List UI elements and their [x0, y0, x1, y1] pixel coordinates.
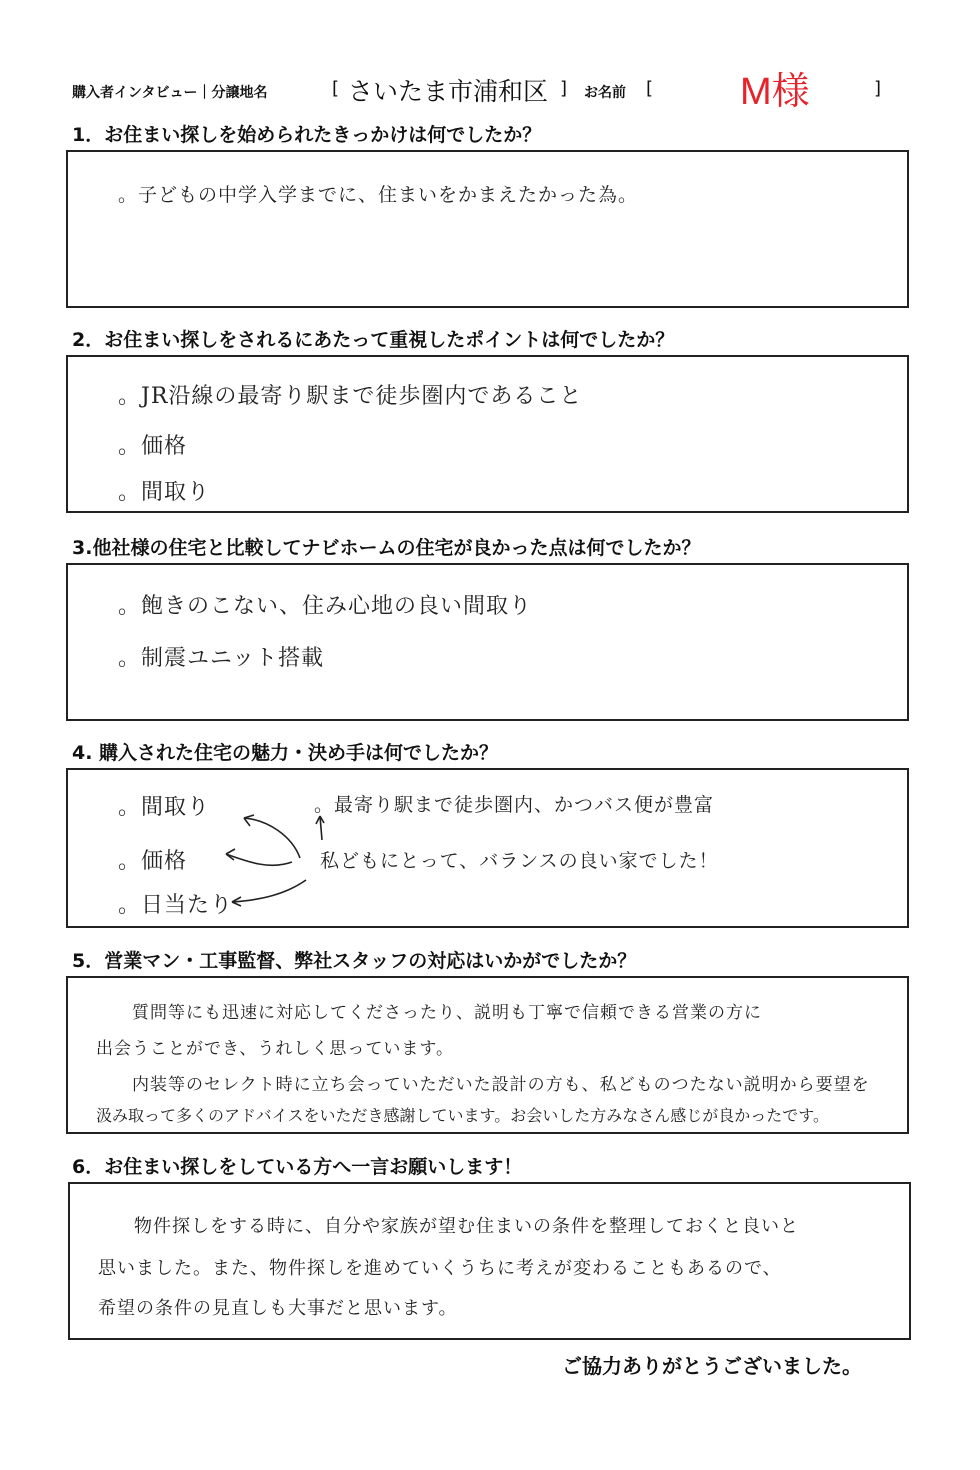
bracket-close: ] [874, 78, 882, 99]
answer-text: 。価格 [118, 434, 188, 459]
bracket-open: [ [646, 78, 654, 99]
answer-text: 私どもにとって、バランスの良い家でした！ [320, 850, 719, 872]
answer-text: 。子どもの中学入学までに、住まいをかまえたかった為。 [118, 184, 639, 206]
answer-text: 思いました。また、物件探しを進めていくうちに考えが変わることもあるので、 [98, 1258, 782, 1279]
answer-text: 。価格 [118, 849, 188, 874]
answer-text: 。間取り [118, 795, 211, 820]
header-title: 購入者インタビュー｜分譲地名 [72, 85, 268, 101]
customer-name: M様 [740, 71, 810, 113]
answer-text: 物件探しをする時に、自分や家族が望む住まいの条件を整理しておくと良いと [134, 1216, 799, 1237]
name-label: お名前 [584, 85, 626, 101]
question-2: 2．お住まい探しをされるにあたって重視したポイントは何でしたか？ [72, 329, 675, 351]
bracket-close: ] [560, 78, 568, 99]
area-name: さいたま市浦和区 [348, 77, 549, 106]
answer-text: 出会うことができ、うれしく思っています。 [96, 1039, 454, 1059]
thanks-message: ご協力ありがとうございました。 [562, 1354, 862, 1378]
answer-text: 。飽きのこない、住み心地の良い間取り [118, 594, 533, 619]
question-4: 4. 購入された住宅の魅力・決め手は何でしたか？ [72, 742, 499, 764]
question-1: 1．お住まい探しを始められたきっかけは何でしたか？ [72, 124, 542, 146]
question-3: 3.他社様の住宅と比較してナビホームの住宅が良かった点は何でしたか？ [72, 537, 701, 559]
answer-text: 汲み取って多くのアドバイスをいただき感謝しています。お会いした方みなさん感じが良かったです。 [96, 1106, 829, 1125]
answer-text: 。日当たり [118, 893, 234, 918]
question-6: 6．お住まい探しをしている方へ一言お願いします！ [72, 1156, 523, 1178]
answer-text: 。間取り [118, 480, 211, 505]
answer-text: 。制震ユニット搭載 [118, 646, 325, 671]
answer-text: 希望の条件の見直しも大事だと思います。 [98, 1298, 458, 1319]
answer-text: 質問等にも迅速に対応してくださったり、説明も丁寧で信頼できる営業の方に [132, 1003, 762, 1023]
question-5: 5．営業マン・工事監督、弊社スタッフの対応はいかがでしたか？ [72, 950, 637, 972]
answer-text: 内装等のセレクト時に立ち会っていただいた設計の方も、私どものつたない説明から要望を [132, 1075, 870, 1095]
bracket-open: [ [332, 78, 340, 99]
answer-text: 。最寄り駅まで徒歩圏内、かつバス便が豊富 [314, 794, 715, 816]
answer-text: 。JR沿線の最寄り駅まで徒歩圏内であること [118, 384, 583, 409]
